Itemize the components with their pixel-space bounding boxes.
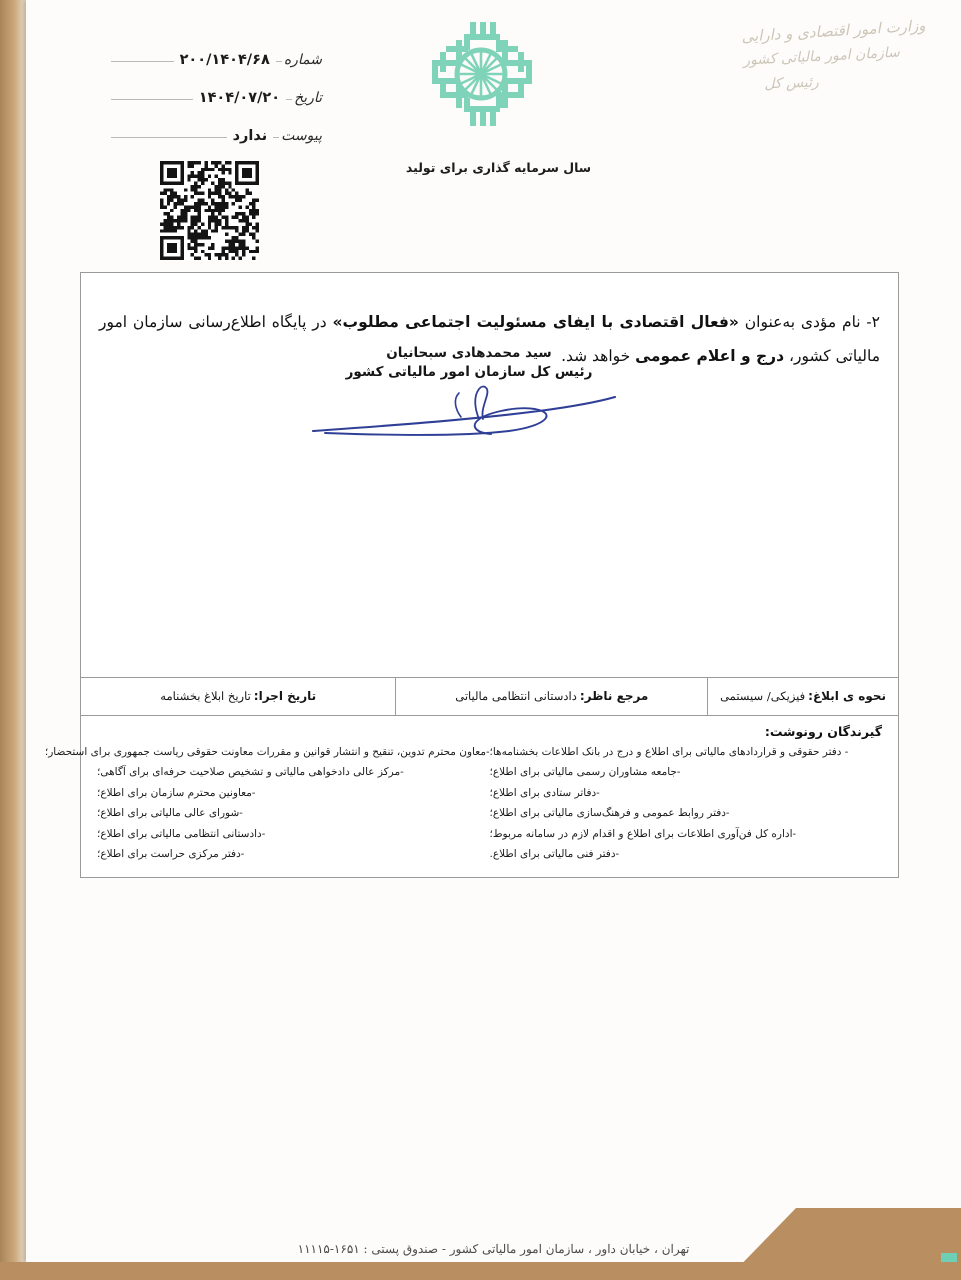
delivery-method-value: فیزیکی/ سیستمی <box>720 689 806 703</box>
ministry-calligraphy-watermark <box>716 16 951 140</box>
copy-recipient-left-3: -دفتر روابط عمومی و فرهنگ‌سازی مالیاتی برای اطلاع؛ <box>489 807 730 820</box>
tax-administration-emblem-icon <box>426 18 536 130</box>
delivery-method-label: نحوه ی ابلاغ: <box>808 689 886 703</box>
document-meta-block <box>111 30 326 144</box>
meta-value-date: ۱۴۰۴/۰۷/۲۰ <box>193 90 286 106</box>
execution-date-cell <box>81 678 395 715</box>
body-paragraph-run-0: ۲- نام مؤدی به‌عنوان <box>738 312 880 331</box>
qr-code <box>153 161 266 260</box>
meta-row-attachment <box>111 106 326 144</box>
copy-recipient-right-3: -شورای عالی مالیاتی برای اطلاع؛ <box>97 807 243 820</box>
copy-recipient-right-0: -معاون محترم تدوین، تنقیح و انتشار قوانین و مقررات معاونت حقوقی ریاست جمهوری برای استحضار؛ <box>44 746 490 758</box>
meta-value-attachment: ندارد <box>227 128 274 144</box>
ministry-line-3: رئیس کل <box>764 74 820 93</box>
body-paragraph-run-3: درج و اعلام عمومی <box>635 347 785 366</box>
body-paragraph-run-2: در پایگاه اطلاع‌رسانی سازمان امور مالیاتی کشور، <box>99 312 880 366</box>
supervising-authority-cell <box>395 678 708 715</box>
copy-recipient-right-2: -معاونین محترم سازمان برای اطلاع؛ <box>97 786 256 799</box>
signature-block <box>319 345 619 380</box>
supervising-authority-label: مرجع ناظر: <box>579 689 649 703</box>
signatory-name: سید محمدهادی سبحانیان <box>386 345 552 361</box>
signatory-title: رئیس کل سازمان امور مالیاتی کشور <box>345 364 593 380</box>
ministry-line-2: سازمان امور مالیاتی کشور <box>742 44 901 69</box>
ministry-line-1: وزارت امور اقتصادی و دارایی <box>740 16 927 46</box>
meta-row-date <box>111 68 326 106</box>
body-paragraph-run-1: «فعال اقتصادی با ایفای مسئولیت اجتماعی مطلوب» <box>332 312 739 331</box>
meta-label-attachment: پیوست <box>279 128 326 144</box>
document-page <box>26 0 961 1262</box>
body-area <box>81 273 898 677</box>
copy-recipients-title: گیرندگان رونوشت: <box>764 724 882 739</box>
year-slogan: سال سرمایه گذاری برای تولید <box>405 160 592 175</box>
supervising-authority-value: دادستانی انتظامی مالیاتی <box>455 689 577 703</box>
copy-recipient-right-1: -مرکز عالی دادخواهی مالیاتی و تشخیص صلاحیت حرفه‌ای برای آگاهی؛ <box>97 766 404 779</box>
copy-recipients-columns <box>44 742 882 865</box>
meta-label-number: شماره <box>282 52 326 68</box>
copy-recipient-left-5: -دفتر فنی مالیاتی برای اطلاع. <box>489 848 620 861</box>
copy-recipients-column-left <box>490 742 883 865</box>
handwritten-signature <box>309 369 619 447</box>
copy-recipient-left-0: - دفتر حقوقی و قراردادهای مالیاتی برای اطلاع و درج در بانک اطلاعات بخشنامه‌ها؛ <box>489 746 849 758</box>
copy-recipient-right-5: -دفتر مرکزی حراست برای اطلاع؛ <box>97 848 245 861</box>
meta-label-date: تاریخ <box>292 90 326 106</box>
delivery-method-cell <box>708 678 898 715</box>
copy-recipients-column-right <box>44 742 490 865</box>
page-footer <box>26 1238 961 1257</box>
copy-recipients-section <box>44 715 898 877</box>
circular-body-box <box>44 272 899 878</box>
desk-edge-left <box>0 0 26 1280</box>
info-strip <box>81 677 898 715</box>
copy-recipient-right-4: -دادستانی انتظامی مالیاتی برای اطلاع؛ <box>97 827 266 840</box>
execution-date-value: تاریخ ابلاغ بخشنامه <box>160 689 251 703</box>
copy-recipient-left-1: -جامعه مشاوران رسمی مالیاتی برای اطلاع؛ <box>489 766 681 779</box>
copy-recipient-left-2: -دفاتر ستادی برای اطلاع؛ <box>489 786 600 799</box>
meta-value-number: ۲۰۰/۱۴۰۴/۶۸ <box>174 52 276 68</box>
meta-row-number <box>111 30 326 68</box>
letterhead <box>26 0 961 200</box>
execution-date-label: تاریخ اجرا: <box>253 689 317 703</box>
body-paragraph-run-4: خواهد شد. <box>561 347 636 366</box>
copy-recipient-left-4: -اداره کل فن‌آوری اطلاعات برای اطلاع و اقدام لازم در سامانه مربوط؛ <box>489 827 797 840</box>
footer-address: تهران ، خیابان داور ، سازمان امور مالیاتی کشور - صندوق پستی : ۱۶۵۱-۱۱۱۱۵ <box>297 1242 690 1256</box>
